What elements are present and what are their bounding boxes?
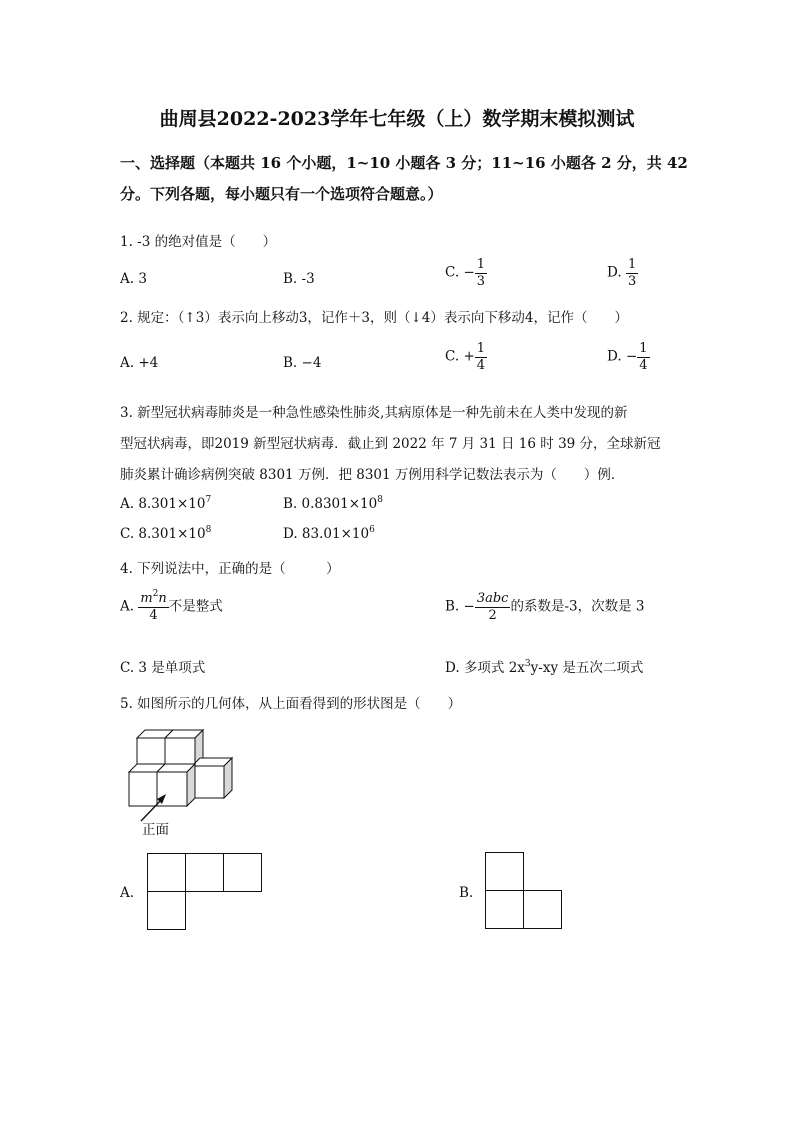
q1-option-b: B. -3 xyxy=(283,271,315,287)
q5-option-b-label: B. xyxy=(459,885,474,901)
q2-stem: 2. 规定：（↑3）表示向上移动3，记作＋3，则（↓4）表示向下移动4，记作（ ） xyxy=(120,310,628,326)
section-heading-line2: 分。下列各题，每小题只有一个选项符合题意。） xyxy=(120,185,443,203)
section-heading-line1: 一、选择题（本题共 16 个小题，1~10 小题各 3 分；11~16 小题各 2 分，共 42 xyxy=(120,154,688,172)
q1-option-d: D. $\frac{1}{3}$ xyxy=(607,257,637,289)
q5-option-b-figure xyxy=(485,852,565,932)
fraction: $\frac{m^2n}{4}$ xyxy=(140,589,167,623)
fraction: $\frac{1}{4}$ xyxy=(476,341,486,373)
q1-option-c: C. − $\frac{1}{3}$ xyxy=(445,257,486,289)
q5-stem: 5. 如图所示的几何体，从上面看得到的形状图是（ ） xyxy=(120,696,462,712)
q4-option-c: C. 3 是单项式 xyxy=(120,660,206,676)
q3-line2: 型冠状病毒，即2019 新型冠状病毒．截止到 2022 年 7 月 31 日 16 时 39 分，全球新冠 xyxy=(120,436,661,452)
grid-square xyxy=(185,853,224,892)
q5-option-a-figure xyxy=(147,853,267,933)
q4-option-d: D. 多项式 $2x^3y-xy$ 是五次二项式 xyxy=(445,659,644,676)
q3-option-d: D. $83.01\times 10^6$ xyxy=(283,525,375,542)
grid-square xyxy=(523,890,562,929)
q2-option-d: D. − $\frac{1}{4}$ xyxy=(607,341,648,373)
q3-line1: 3. 新型冠状病毒肺炎是一种急性感染性肺炎,其病原体是一种先前未在人类中发现的新 xyxy=(120,405,628,421)
fraction: $\frac{\text{3abc}}{2}$ xyxy=(476,591,509,623)
grid-square xyxy=(147,853,186,892)
grid-square xyxy=(147,891,186,930)
q2-option-a: A. +4 xyxy=(120,355,159,371)
grid-square xyxy=(485,852,524,891)
q1-stem: 1. -3 的绝对值是（ ） xyxy=(120,234,277,250)
cube-side-face xyxy=(187,764,195,806)
fraction: $\frac{1}{3}$ xyxy=(627,257,637,289)
q4-option-b: B. − $\frac{\text{3abc}}{2}$ 的系数是-3，次数是 3 xyxy=(445,591,645,623)
cube-front-face xyxy=(192,766,224,798)
solid-figure xyxy=(120,722,250,842)
q4-option-a: A. $\frac{m^2n}{4}$ 不是整式 xyxy=(120,589,223,623)
q3-option-c: C. $8.301\times 10^8$ xyxy=(120,525,212,542)
cube-front-face xyxy=(129,772,157,806)
front-label: 正面 xyxy=(142,822,169,838)
q4-stem: 4. 下列说法中，正确的是（ ） xyxy=(120,561,340,577)
q1-option-a: A. 3 xyxy=(120,271,147,287)
q2-option-b: B. −4 xyxy=(283,355,322,371)
fraction: $\frac{1}{4}$ xyxy=(639,341,648,373)
q3-option-b: B. $0.8301\times 10^8$ xyxy=(283,495,383,512)
grid-square xyxy=(485,890,524,929)
q3-option-a: A. $8.301\times 10^7$ xyxy=(120,495,212,512)
grid-square xyxy=(223,853,262,892)
fraction: $\frac{1}{3}$ xyxy=(476,257,486,289)
q2-option-c: C. + $\frac{1}{4}$ xyxy=(445,341,486,373)
q5-option-a-label: A. xyxy=(120,885,135,901)
q3-line3: 肺炎累计确诊病例突破 8301 万例．把 8301 万例用科学记数法表示为（ ）例． xyxy=(120,467,625,483)
page-title: 曲周县2022-2023学年七年级（上）数学期末模拟测试 xyxy=(159,108,635,130)
